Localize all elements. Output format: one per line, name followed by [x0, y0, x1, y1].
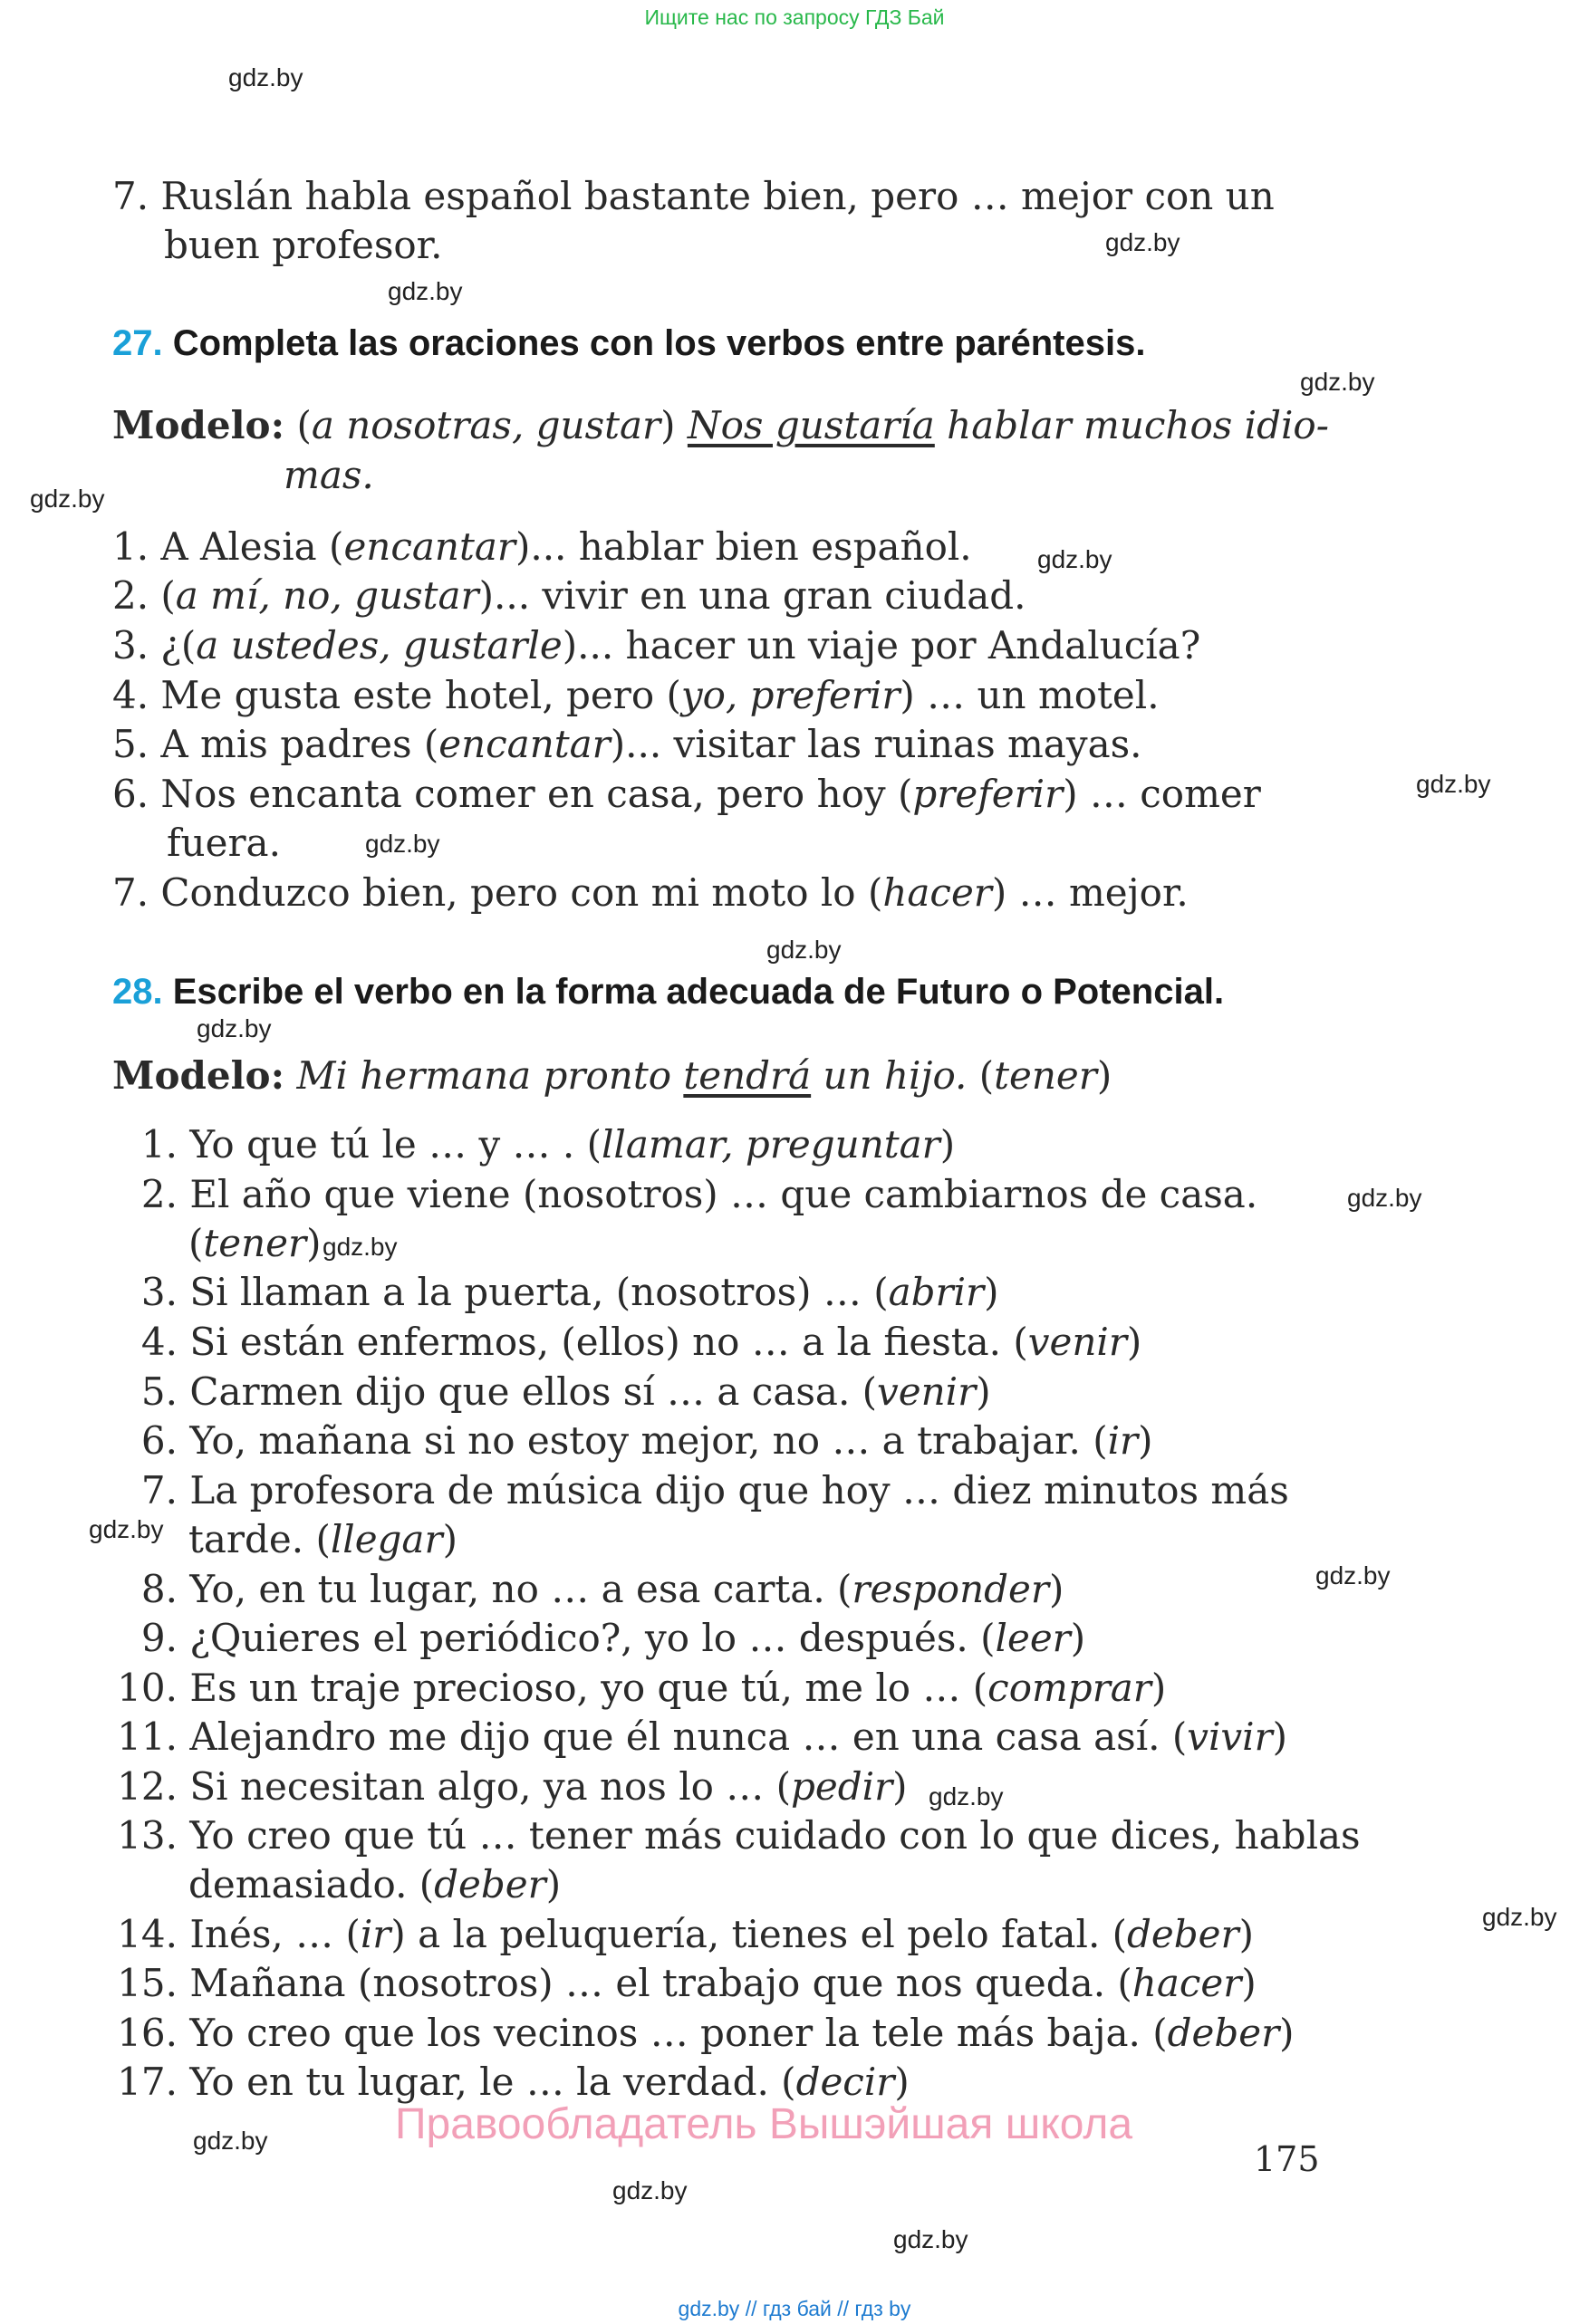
watermark: gdz.by: [388, 277, 463, 305]
item-number: 6.: [140, 1418, 178, 1463]
item-text: ): [1138, 1418, 1153, 1463]
item-text: ): [1070, 1616, 1086, 1660]
item-number: 16.: [117, 2011, 178, 2055]
item-number: 10.: [117, 1666, 178, 1710]
item-number: 2.: [112, 573, 149, 618]
item-number: 7.: [112, 174, 149, 218]
model-text: un hijo.: [823, 1053, 968, 1098]
exercise-27-model: [112, 401, 1329, 450]
item-text: Carmen dijo que ellos sí … a casa. (: [189, 1369, 878, 1414]
exercise-28-item-cont: [188, 1219, 322, 1268]
watermark: gdz.by: [1347, 1184, 1422, 1212]
item-text: ) … mejor.: [991, 870, 1189, 915]
footer-links: gdz.by // гдз бай // гдз by: [678, 2297, 911, 2320]
model-answer: Nos gustaría: [687, 403, 935, 447]
exercise-28-item: [107, 1318, 1141, 1367]
item-number: 4.: [140, 1320, 178, 1364]
watermark: gdz.by: [1300, 368, 1375, 396]
item-number: 15.: [117, 1961, 178, 2005]
item-text: La profesora de música dijo que hoy … diez minutos más: [189, 1468, 1289, 1513]
item-text: Yo, mañana si no estoy mejor, no … a trabajar. (: [189, 1418, 1108, 1463]
exercise-27-item: [112, 720, 1142, 769]
item-text: ): [545, 1862, 562, 1906]
exercise-28-item: [107, 1614, 1085, 1663]
item-text: Si llaman a la puerta, (nosotros) … (: [189, 1270, 889, 1314]
item-number: 12.: [117, 1764, 178, 1809]
exercise-28-item: [107, 1170, 1257, 1219]
exercise-27-item: [112, 571, 1026, 620]
item-number: 5.: [140, 1369, 178, 1414]
item-text: Nos encanta comer en casa, pero hoy (: [160, 772, 913, 816]
item-text: ): [976, 1369, 991, 1414]
exercise-28-item: [107, 1565, 1064, 1614]
item-verb: encantar: [438, 722, 611, 766]
exercise-27-item: [112, 869, 1189, 917]
item-text: ) a la peluquería, tienes el pelo fatal. (: [390, 1912, 1128, 1956]
item-verb: hacer: [882, 870, 992, 915]
watermark: gdz.by: [193, 2127, 268, 2155]
exercise-27-item: [112, 671, 1160, 720]
exercise-28-item: [107, 1368, 991, 1416]
item-text: (: [188, 1221, 204, 1265]
item-verb: ir: [1107, 1418, 1139, 1463]
item-text: Mañana (nosotros) … el trabajo que nos queda. (: [189, 1961, 1132, 2005]
exercise-28-item: [107, 1120, 955, 1169]
watermark: gdz.by: [929, 1782, 1004, 1810]
exercise-28-item-cont: [188, 1860, 561, 1909]
item-text: Yo que tú le … y … . (: [189, 1122, 602, 1167]
watermark: gdz.by: [1037, 545, 1112, 573]
model-hint: a nosotras, gustar: [311, 403, 661, 447]
item-verb: deber: [1127, 1912, 1239, 1956]
model-text: Mi hermana pronto: [296, 1053, 671, 1098]
item-text: ): [1151, 1666, 1167, 1710]
item-verb: tener: [203, 1221, 307, 1265]
item-text: Me gusta este hotel, pero (: [160, 673, 681, 717]
exercise-number: 28.: [112, 972, 163, 1012]
item-text: A Alesia (: [160, 524, 344, 569]
item-text: ) … comer: [1063, 772, 1261, 816]
item-text: ): [306, 1221, 322, 1265]
item-number: 3.: [112, 623, 149, 667]
item-verb: llegar: [330, 1517, 443, 1561]
item-number: 1.: [140, 1122, 178, 1167]
item-verb: vivir: [1187, 1714, 1273, 1759]
watermark: gdz.by: [612, 2176, 688, 2204]
item-text: ): [984, 1270, 999, 1314]
item-text: Inés, … (: [189, 1912, 361, 1956]
model-answer: tendrá: [683, 1053, 812, 1098]
item-text: tarde. (: [188, 1517, 331, 1561]
item-number: 7.: [140, 1468, 178, 1513]
item-text: A mis padres (: [160, 722, 439, 766]
watermark: gdz.by: [365, 830, 440, 858]
watermark: gdz.by: [1315, 1561, 1391, 1589]
exercise-instruction: Completa las oraciones con los verbos entre paréntesis.: [172, 323, 1146, 363]
exercise-27-item-cont: fuera.: [167, 821, 281, 865]
item-text: ): [442, 1517, 457, 1561]
watermark: gdz.by: [766, 936, 842, 964]
item-verb: a mí, no, gustar: [175, 573, 479, 618]
item-verb: deber: [1167, 2011, 1280, 2055]
item-number: 5.: [112, 722, 149, 766]
exercise-28-item: [107, 1664, 1166, 1713]
item-number: 13.: [117, 1813, 178, 1858]
paren: (: [978, 1053, 995, 1098]
item-text: )... vivir en una gran ciudad.: [478, 573, 1026, 618]
item-text: Si están enfermos, (ellos) no … a la fiesta. (: [189, 1320, 1028, 1364]
item-verb: abrir: [888, 1270, 985, 1314]
paren: ): [1096, 1053, 1112, 1098]
exercise-27-heading: [112, 323, 1145, 364]
exercise-28-item: [107, 1466, 1289, 1515]
item-number: 6.: [112, 772, 149, 816]
item-text: ): [892, 1764, 908, 1809]
paren: (: [296, 403, 312, 447]
model-verb: tener: [994, 1053, 1097, 1098]
exercise-instruction: Escribe el verbo en la forma adecuada de Futuro o Potencial.: [172, 972, 1225, 1012]
exercise-28-model: [112, 1052, 1112, 1100]
item-text: ) … un motel.: [900, 673, 1160, 717]
item-number: 1.: [112, 524, 149, 569]
model-label: Modelo:: [112, 403, 285, 447]
page-number: 175: [1254, 2139, 1320, 2179]
item-text: )... visitar las ruinas mayas.: [610, 722, 1142, 766]
item-text: Ruslán habla español bastante bien, pero … mejor con un: [160, 174, 1275, 218]
paren: ): [660, 403, 676, 447]
item-text: ): [894, 2060, 910, 2104]
item-text: ): [1272, 1714, 1288, 1759]
item-text: Conduzco bien, pero con mi moto lo (: [160, 870, 883, 915]
item-number: 4.: [112, 673, 149, 717]
item-text: ): [939, 1122, 956, 1167]
exercise-28-item: [107, 1762, 908, 1811]
exercise-28-item-cont: [188, 1515, 457, 1564]
exercise-28-heading: [112, 972, 1224, 1013]
item-number: 8.: [140, 1567, 178, 1611]
watermark: gdz.by: [1416, 770, 1491, 798]
item-number: 17.: [117, 2060, 178, 2104]
item-verb: llamar, preguntar: [602, 1122, 940, 1167]
watermark: gdz.by: [228, 63, 303, 91]
exercise-number: 27.: [112, 323, 163, 363]
rights-holder: Правообладатель Вышэйшая школа: [395, 2100, 1133, 2148]
item-verb: a ustedes, gustarle: [196, 623, 563, 667]
item-text: Yo creo que los vecinos … poner la tele más baja. (: [189, 2011, 1168, 2055]
watermark: gdz.by: [1482, 1903, 1557, 1931]
exercise-28-item: [107, 1416, 1153, 1465]
item-text: Yo en tu lugar, le … la verdad. (: [189, 2060, 796, 2104]
item-text: (: [160, 573, 176, 618]
watermark: gdz.by: [197, 1014, 272, 1042]
item-verb: venir: [1027, 1320, 1127, 1364]
item-text: ¿(: [160, 623, 197, 667]
exercise-27-item: [112, 523, 972, 571]
watermark: gdz.by: [89, 1515, 164, 1543]
exercise-27-item: [112, 770, 1261, 819]
item-text: demasiado. (: [188, 1862, 435, 1906]
prev-item-7: [112, 172, 1275, 221]
exercise-28-item: [107, 1811, 1361, 1860]
item-verb: leer: [995, 1616, 1071, 1660]
top-search-note: Ищите нас по запросу ГДЗ Бай: [644, 5, 945, 29]
item-text: ): [1126, 1320, 1142, 1364]
item-text: )... hablar bien español.: [515, 524, 972, 569]
item-text: Alejandro me dijo que él nunca … en una casa así. (: [189, 1714, 1188, 1759]
item-number: 14.: [117, 1912, 178, 1956]
model-label: Modelo:: [112, 1053, 285, 1098]
item-number: 2.: [140, 1172, 178, 1216]
item-number: 9.: [140, 1616, 178, 1660]
item-text: ): [1238, 1912, 1254, 1956]
exercise-27-item: [112, 621, 1200, 670]
item-verb: encantar: [343, 524, 515, 569]
exercise-28-item: [107, 1910, 1254, 1959]
watermark: gdz.by: [30, 485, 105, 513]
item-text: ¿Quieres el periódico?, yo lo … después. (: [189, 1616, 996, 1660]
item-verb: preferir: [912, 772, 1064, 816]
exercise-28-item: [107, 2009, 1295, 2058]
item-text: )... hacer un viaje por Andalucía?: [562, 623, 1201, 667]
item-verb: responder: [852, 1567, 1049, 1611]
item-text: Yo, en tu lugar, no … a esa carta. (: [189, 1567, 852, 1611]
item-text: ): [1241, 1961, 1257, 2005]
item-verb: decir: [795, 2060, 895, 2104]
item-text: El año que viene (nosotros) … que cambiarnos de casa.: [189, 1172, 1258, 1216]
item-number: 11.: [117, 1714, 178, 1759]
item-verb: yo, preferir: [680, 673, 900, 717]
item-text: Es un traje precioso, yo que tú, me lo … (: [189, 1666, 988, 1710]
exercise-28-item: [107, 1713, 1287, 1762]
exercise-28-item: [107, 1959, 1257, 2008]
model-rest: hablar muchos idio-: [947, 403, 1329, 447]
exercise-27-model-cont: mas.: [284, 453, 374, 497]
item-text: Yo creo que tú … tener más cuidado con lo que dices, hablas: [189, 1813, 1361, 1858]
item-text: ): [1048, 1567, 1064, 1611]
watermark: gdz.by: [893, 2225, 968, 2253]
item-verb: pedir: [791, 1764, 893, 1809]
watermark: gdz.by: [1105, 228, 1180, 256]
item-verb: deber: [434, 1862, 546, 1906]
item-number: 3.: [140, 1270, 178, 1314]
item-number: 7.: [112, 870, 149, 915]
item-verb: venir: [877, 1369, 977, 1414]
item-text: ): [1279, 2011, 1295, 2055]
prev-item-7-cont: buen profesor.: [164, 223, 443, 267]
item-text: Si necesitan algo, ya nos lo … (: [189, 1764, 792, 1809]
watermark: gdz.by: [323, 1233, 398, 1261]
exercise-28-item: [107, 1268, 999, 1317]
item-verb: comprar: [987, 1666, 1151, 1710]
item-verb: hacer: [1132, 1961, 1242, 2005]
item-verb: ir: [360, 1912, 391, 1956]
